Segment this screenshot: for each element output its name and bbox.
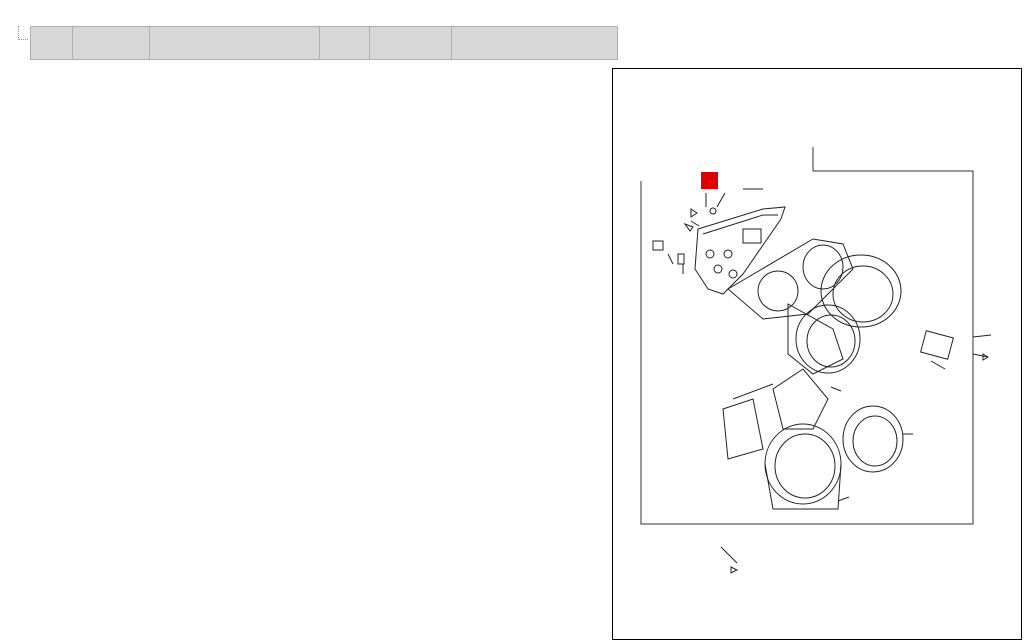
- diagram-housing-hole-4: [729, 270, 737, 278]
- diagram-lens-small: [723, 399, 763, 459]
- diagram-housing-hole-2: [714, 265, 722, 273]
- parts-tree: [6, 26, 606, 136]
- diagram-lens-panel: [773, 369, 828, 429]
- header-qty: [320, 27, 370, 60]
- diagram-ring-27-inner: [853, 416, 897, 466]
- parts-table-wrap: [6, 26, 606, 136]
- leader-22: [721, 547, 737, 563]
- diagram-cover-body: [765, 464, 841, 509]
- diagram-housing-hole-1: [706, 250, 714, 258]
- header-name: [150, 27, 320, 60]
- diagram-cover-ring-outer: [765, 424, 841, 504]
- parts-diagram: [612, 68, 1022, 640]
- leader-3b: [733, 384, 773, 399]
- diagram-connector-right: [921, 331, 954, 359]
- header-info: [452, 27, 618, 60]
- diagram-part-13: [653, 241, 663, 250]
- diagram-dial-circle: [803, 245, 843, 289]
- diagram-screw-22: [731, 567, 737, 573]
- diagram-svg: [613, 69, 1022, 640]
- diagram-screw-bottom: [838, 497, 849, 501]
- leader-10: [717, 193, 725, 207]
- header-period: [370, 27, 452, 60]
- diagram-housing-hole-3: [724, 250, 732, 258]
- diagram-part-15: [691, 209, 697, 217]
- diagram-ring-1-inner: [833, 266, 893, 322]
- table-header-row: [31, 27, 618, 60]
- tree-connector: [18, 26, 28, 40]
- diagram-connector-lead: [931, 361, 945, 369]
- diagram-group-frame: [641, 171, 973, 524]
- diagram-dial-circle-2: [758, 271, 798, 311]
- leader-13: [668, 254, 673, 264]
- header-price: [31, 27, 73, 60]
- diagram-part-14: [685, 224, 693, 231]
- leader-23b: [973, 335, 991, 337]
- diagram-part-10: [710, 208, 716, 214]
- leader-14: [691, 221, 699, 226]
- leader-3: [831, 387, 841, 391]
- diagram-cover-ring-inner: [775, 434, 835, 498]
- diagram-ring-2-inner: [807, 315, 855, 367]
- header-code: [73, 27, 150, 60]
- diagram-housing-connector: [743, 229, 761, 243]
- diagram-part-12: [678, 254, 684, 264]
- callout-11-selected[interactable]: [701, 172, 718, 189]
- parts-table: [30, 26, 618, 60]
